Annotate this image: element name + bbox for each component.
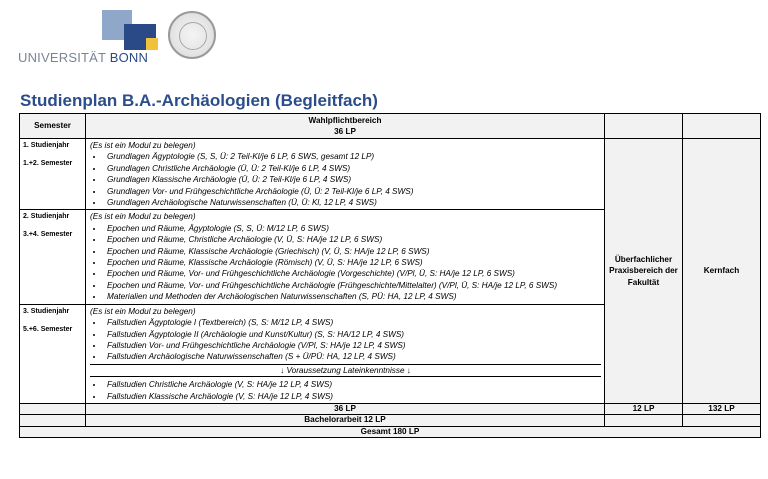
semester-cell: 3. Studienjahr 5.+6. Semester bbox=[20, 304, 86, 403]
list-item: • Fallstudien Ägyptologie II (Archäologie und Kunst/Kultur) (S, S: HA/12 LP, 4 SWS) bbox=[104, 329, 601, 340]
header-wahlpflicht: Wahlpflichtbereich 36 LP bbox=[86, 114, 605, 139]
table-row bbox=[20, 139, 761, 210]
header-semester: Semester bbox=[20, 114, 86, 139]
study-plan-table bbox=[19, 113, 761, 438]
list-item: • Fallstudien Archäologische Naturwissenschaften (S + Ü/PÜ: HA, 12 LP, 4 SWS) bbox=[104, 351, 601, 362]
list-item: • Epochen und Räume, Ägyptologie (S, S, Ü: M/12 LP, 6 SWS) bbox=[104, 223, 601, 234]
totals-empty bbox=[20, 403, 86, 415]
university-logo bbox=[18, 10, 158, 64]
list-item: • Grundlagen Klassische Archäologie (Ü, Ü: 2 Teil-Kl/je 6 LP, 4 SWS) bbox=[104, 174, 601, 185]
list-item: • Epochen und Räume, Christliche Archäologie (V, Ü, S: HA/je 12 LP, 6 SWS) bbox=[104, 234, 601, 245]
total-wahl: 36 LP bbox=[86, 403, 605, 415]
list-item: • Epochen und Räume, Klassische Archäologie (Griechisch) (V, Ü, S: HA/je 12 LP, 6 SWS) bbox=[104, 246, 601, 257]
list-item: • Epochen und Räume, Vor- und Frühgeschichtliche Archäologie (Vorgeschichte) (V/Pl, Ü, S: HA/je 12 LP, 6 SWS) bbox=[104, 268, 601, 279]
list-item: • Grundlagen Vor- und Frühgeschichtliche Archäologie (Ü, Ü: 2 Teil-Kl/je 6 LP, 4 SWS) bbox=[104, 186, 601, 197]
total-praxis: 12 LP bbox=[605, 403, 683, 415]
list-item: • Fallstudien Christliche Archäologie (V, S: HA/je 12 LP, 4 SWS) bbox=[104, 379, 601, 390]
header-kern-empty bbox=[683, 114, 761, 139]
logo-mark bbox=[102, 10, 158, 48]
bachelor-thesis: Bachelorarbeit 12 LP bbox=[86, 415, 605, 427]
list-item: • Fallstudien Vor- und Frühgeschichtliche Archäologie (V/Pl, S: HA/je 12 LP, 4 SWS) bbox=[104, 340, 601, 351]
header-praxis-empty bbox=[605, 114, 683, 139]
kern-cell: Kernfach bbox=[683, 139, 761, 404]
table-header-row bbox=[20, 114, 761, 139]
bachelor-row bbox=[20, 415, 761, 427]
list-item: • Epochen und Räume, Vor- und Frühgeschichtliche Archäologie (Frühgeschichte/Mittelalter) (V/Pl, Ü, S: HA/je 12 LP, 6 SWS) bbox=[104, 280, 601, 291]
grand-total: Gesamt 180 LP bbox=[20, 426, 761, 438]
list-item: • Fallstudien Klassische Archäologie (V, S: HA/je 12 LP, 4 SWS) bbox=[104, 391, 601, 402]
list-item: • Fallstudien Ägyptologie I (Textbereich) (S, S: M/12 LP, 4 SWS) bbox=[104, 317, 601, 328]
list-item: • Grundlagen Christliche Archäologie (Ü, Ü: 2 Teil-Kl/je 6 LP, 4 SWS) bbox=[104, 163, 601, 174]
totals-row bbox=[20, 403, 761, 415]
list-item: • Grundlagen Ägyptologie (S, S, Ü: 2 Teil-Kl/je 6 LP, 6 SWS, gesamt 12 LP) bbox=[104, 151, 601, 162]
list-item: • Epochen und Räume, Klassische Archäologie (Römisch) (V, Ü, S: HA/je 12 LP, 6 SWS) bbox=[104, 257, 601, 268]
list-item: • Materialien und Methoden der Archäologischen Naturwissenschaften (S, PÜ: HA, 12 LP, 4 SWS) bbox=[104, 291, 601, 302]
page-title: Studienplan B.A.-Archäologien (Begleitfach) bbox=[20, 91, 378, 110]
module-list: (Es ist ein Modul zu belegen) • Fallstudien Ägyptologie I (Textbereich) (S, S: M/12 LP, 4 SWS) • Fallstudien Ägyptologie II (Archäologie und Kunst/Kultur) (S, S: HA/12 LP, 4 SWS) • Fallstudien Vor- und Frühgeschichtliche Archäologie (V/Pl, S: HA/je 12 LP, 4 SWS) • Fallstudien Archäologische Naturwissenschaften (S + Ü/PÜ: HA, 12 LP, 4 SWS) ↓ Voraussetzung Lateinkenntnisse ↓ • Fallstudien Christliche Archäologie (V, S: HA/je 12 LP, 4 SWS) • Fallstudien Klassische Archäologie (V, S: HA/je 12 LP, 4 SWS) bbox=[86, 304, 605, 403]
latin-requirement-divider: ↓ Voraussetzung Lateinkenntnisse ↓ bbox=[90, 364, 601, 377]
module-list: (Es ist ein Modul zu belegen) • Epochen und Räume, Ägyptologie (S, S, Ü: M/12 LP, 6 SWS) • Epochen und Räume, Christliche Archäologie (V, Ü, S: HA/je 12 LP, 6 SWS) • Epochen und Räume, Klassische Archäologie (Griechisch) (V, Ü, S: HA/je 12 LP, 6 SWS) • Epochen und Räume, Klassische Archäologie (Römisch) (V, Ü, S: HA/je 12 LP, 6 SWS) • Epochen und Räume, Vor- und Frühgeschichtliche Archäologie (Vorgeschichte) (V/Pl, Ü, S: HA/je 12 LP, 6 SWS) • Epochen und Räume, Vor- und Frühgeschichtliche Archäologie (Frühgeschichte/Mittelalter) (V/Pl, Ü, S: HA/je 12 LP, 6 SWS) • Materialien und Methoden der Archäologischen Naturwissenschaften (S, PÜ: HA, 12 LP, 4 SWS) bbox=[86, 210, 605, 304]
total-kern: 132 LP bbox=[683, 403, 761, 415]
semester-cell: 1. Studienjahr 1.+2. Semester bbox=[20, 139, 86, 210]
module-list: (Es ist ein Modul zu belegen) • Grundlagen Ägyptologie (S, S, Ü: 2 Teil-Kl/je 6 LP, 6 SWS, gesamt 12 LP) • Grundlagen Christliche Archäologie (Ü, Ü: 2 Teil-Kl/je 6 LP, 4 SWS) • Grundlagen Klassische Archäologie (Ü, Ü: 2 Teil-Kl/je 6 LP, 4 SWS) • Grundlagen Vor- und Frühgeschichtliche Archäologie (Ü, Ü: 2 Teil-Kl/je 6 LP, 4 SWS) • Grundlagen Archäologische Naturwissenschaften (Ü, Ü: Kl, 12 LP, 4 SWS) bbox=[86, 139, 605, 210]
praxis-cell: Überfachlicher Praxisbereich der Fakultät bbox=[605, 139, 683, 404]
grand-total-row bbox=[20, 426, 761, 438]
faculty-seal-icon bbox=[168, 11, 216, 59]
semester-cell: 2. Studienjahr 3.+4. Semester bbox=[20, 210, 86, 304]
list-item: • Grundlagen Archäologische Naturwissenschaften (Ü, Ü: Kl, 12 LP, 4 SWS) bbox=[104, 197, 601, 208]
logo-wordmark: UNIVERSITÄT BONN bbox=[18, 50, 149, 65]
